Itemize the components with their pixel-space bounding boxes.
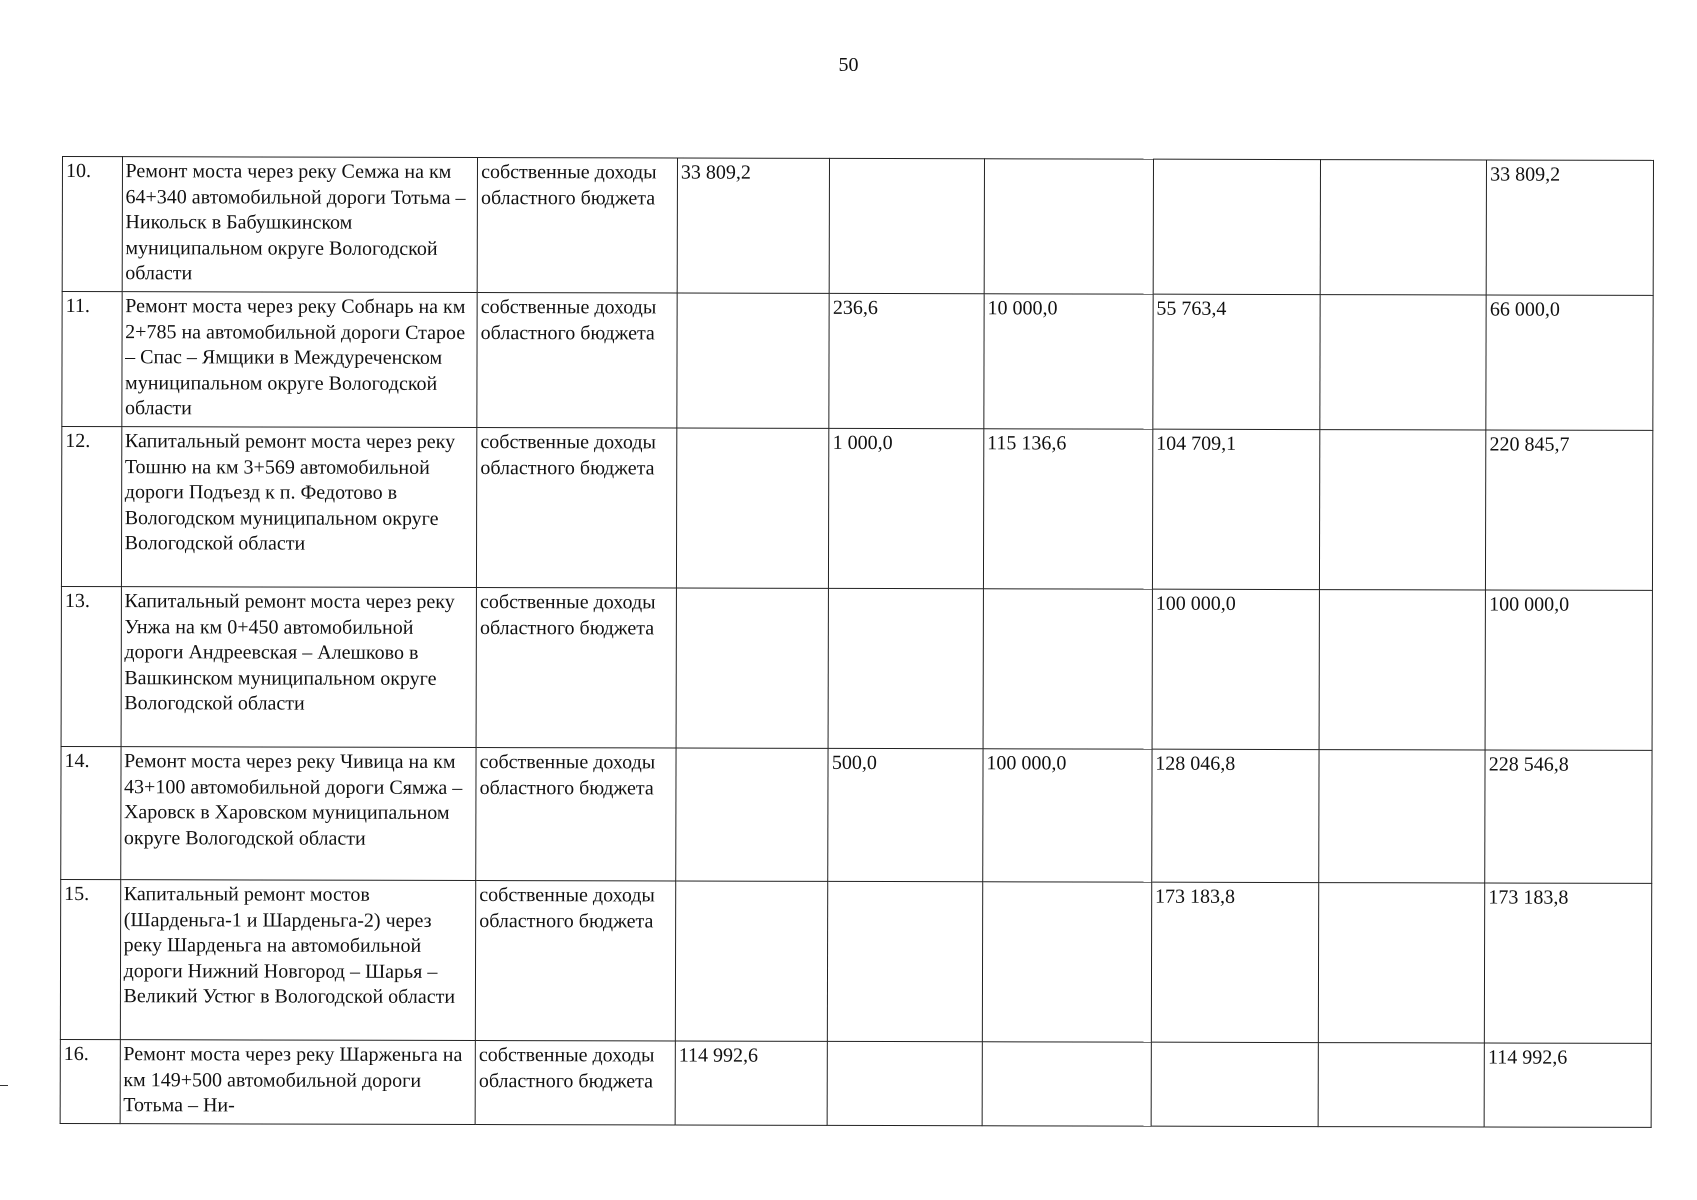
budget-table bbox=[60, 156, 1654, 1128]
page-number: 50 bbox=[838, 54, 859, 76]
object-name: Ремонт моста через реку Семжа на км 64+340 автомобильной дороги Тотьма – Никольск в Бабушкинском муниципальном округе Вологодской области bbox=[122, 157, 478, 293]
funding-source: собственные доходы областного бюджета bbox=[476, 588, 676, 748]
funding-source: собственные доходы областного бюджета bbox=[475, 881, 675, 1041]
amount-cell bbox=[982, 1042, 1151, 1126]
table-row bbox=[61, 427, 1652, 591]
amount-cell bbox=[1153, 159, 1320, 294]
object-name: Ремонт моста через реку Чивица на км 43+100 автомобильной дороги Сямжа – Харовск в Харовском муниципальном округе Вологодской области bbox=[120, 747, 476, 881]
amount-cell bbox=[677, 293, 830, 428]
table-row bbox=[61, 586, 1652, 750]
amount-cell: 104 709,1 bbox=[1152, 429, 1319, 589]
amount-cell bbox=[829, 158, 984, 293]
object-name: Капитальный ремонт моста через реку Унжа на км 0+450 автомобильной дороги Андреевская – Алешково в Вашкинском муниципальном округе Вологодской области bbox=[121, 587, 477, 748]
amount-cell: 115 136,6 bbox=[983, 429, 1152, 589]
total-cell: 66 000,0 bbox=[1486, 295, 1653, 430]
funding-source: собственные доходы областного бюджета bbox=[476, 748, 676, 881]
table-row bbox=[61, 746, 1652, 883]
amount-cell bbox=[982, 882, 1151, 1042]
row-number: 14. bbox=[61, 746, 121, 879]
amount-cell bbox=[983, 589, 1152, 749]
object-name: Ремонт моста через реку Собнарь на км 2+785 на автомобильной дороги Старое – Спас – Ямщики в Междуреченском муниципальном округе Вологодской области bbox=[121, 292, 477, 428]
funding-source: собственные доходы областного бюджета bbox=[477, 158, 677, 293]
amount-cell bbox=[1318, 883, 1485, 1043]
table-row bbox=[60, 879, 1651, 1043]
amount-cell: 100 000,0 bbox=[983, 749, 1152, 882]
funding-source: собственные доходы областного бюджета bbox=[477, 428, 677, 588]
total-cell: 173 183,8 bbox=[1485, 883, 1652, 1043]
amount-cell bbox=[828, 881, 983, 1041]
amount-cell bbox=[676, 428, 829, 588]
amount-cell bbox=[1319, 430, 1486, 590]
amount-cell: 500,0 bbox=[828, 748, 983, 881]
amount-cell: 55 763,4 bbox=[1153, 294, 1320, 429]
total-cell: 33 809,2 bbox=[1486, 160, 1653, 295]
amount-cell bbox=[1320, 160, 1487, 295]
row-number: 11. bbox=[62, 292, 122, 427]
amount-cell bbox=[827, 1041, 982, 1125]
row-number: 15. bbox=[60, 879, 120, 1039]
object-name: Капитальный ремонт мостов (Шарденьга-1 и Шарденьга-2) через реку Шарденьга на автомобильной дороги Нижний Новгород – Шарья – Великий Устюг в Вологодской области bbox=[120, 880, 476, 1041]
row-number: 10. bbox=[62, 157, 122, 292]
amount-cell bbox=[676, 748, 829, 881]
total-cell: 114 992,6 bbox=[1484, 1043, 1651, 1127]
amount-cell: 114 992,6 bbox=[675, 1041, 828, 1125]
row-number: 16. bbox=[60, 1039, 120, 1123]
total-cell: 228 546,8 bbox=[1485, 750, 1652, 883]
scan-edge-mark bbox=[0, 1085, 8, 1086]
amount-cell: 1 000,0 bbox=[829, 428, 984, 588]
amount-cell bbox=[1318, 750, 1485, 883]
amount-cell bbox=[1151, 1042, 1318, 1126]
table-row bbox=[62, 157, 1653, 296]
amount-cell: 173 183,8 bbox=[1151, 882, 1318, 1042]
row-number: 13. bbox=[61, 586, 121, 746]
total-cell: 100 000,0 bbox=[1485, 590, 1652, 750]
table-row bbox=[62, 292, 1653, 431]
amount-cell bbox=[1319, 295, 1486, 430]
amount-cell bbox=[1319, 590, 1486, 750]
amount-cell: 128 046,8 bbox=[1152, 749, 1319, 882]
amount-cell bbox=[828, 588, 983, 748]
object-name: Ремонт моста через реку Шарженьга на км 149+500 автомобильной дороги Тотьма – Ни- bbox=[120, 1040, 476, 1125]
amount-cell: 236,6 bbox=[829, 293, 984, 428]
amount-cell: 100 000,0 bbox=[1152, 589, 1319, 749]
funding-source: собственные доходы областного бюджета bbox=[477, 293, 677, 428]
funding-source: собственные доходы областного бюджета bbox=[475, 1041, 675, 1125]
amount-cell bbox=[675, 881, 828, 1041]
amount-cell bbox=[1318, 1043, 1485, 1127]
row-number: 12. bbox=[61, 427, 121, 587]
total-cell: 220 845,7 bbox=[1486, 430, 1653, 590]
amount-cell: 33 809,2 bbox=[677, 158, 830, 293]
object-name: Капитальный ремонт моста через реку Тошню на км 3+569 автомобильной дороги Подъезд к п. Федотово в Вологодском муниципальном округе Вологодской области bbox=[121, 427, 477, 588]
amount-cell bbox=[676, 588, 829, 748]
amount-cell: 10 000,0 bbox=[984, 294, 1153, 429]
amount-cell bbox=[984, 159, 1153, 294]
table-row bbox=[60, 1039, 1651, 1127]
